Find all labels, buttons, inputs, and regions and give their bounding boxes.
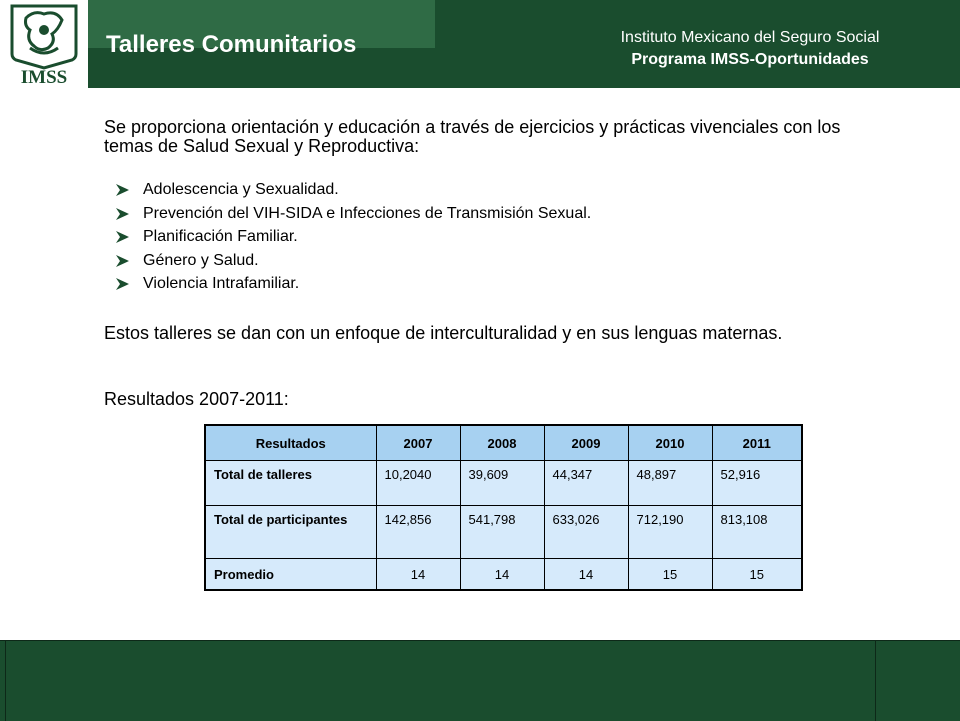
list-item-text: Género y Salud.	[143, 251, 259, 269]
intro-paragraph: Se proporciona orientación y educación a través de ejercicios y prácticas vivenciales con los temas de Salud Sexual y Reproductiva:	[104, 117, 841, 156]
institute-name: Instituto Mexicano del Seguro Social	[620, 29, 880, 46]
table-cell: 10,2040	[376, 461, 460, 506]
list-item	[116, 202, 591, 226]
table-row	[205, 506, 802, 559]
imss-logo	[0, 0, 88, 88]
row-label: Total de participantes	[205, 506, 376, 559]
arrow-bullet-icon	[116, 184, 129, 196]
table-cell: 813,108	[712, 506, 802, 559]
arrow-bullet-icon	[116, 208, 129, 220]
table-cell: 142,856	[376, 506, 460, 559]
table-cell: 14	[376, 559, 460, 591]
page-title: Talleres Comunitarios	[106, 31, 357, 58]
list-item-text: Violencia Intrafamiliar.	[143, 275, 300, 292]
column-header: 2007	[376, 425, 460, 461]
table-row	[205, 559, 802, 591]
table-cell: 541,798	[460, 506, 544, 559]
table-cell: 52,916	[712, 461, 802, 506]
table-cell: 633,026	[544, 506, 628, 559]
table-cell: 712,190	[628, 506, 712, 559]
eagle-emblem-icon	[0, 0, 88, 88]
column-header: 2008	[460, 425, 544, 461]
column-header: 2009	[544, 425, 628, 461]
row-label: Total de talleres	[205, 461, 376, 506]
results-table	[204, 424, 803, 591]
footer-panel	[5, 641, 876, 721]
arrow-bullet-icon	[116, 231, 129, 243]
table-cell: 44,347	[544, 461, 628, 506]
table-cell: 15	[712, 559, 802, 591]
column-header: 2011	[712, 425, 802, 461]
table-cell: 39,609	[460, 461, 544, 506]
table-header-row	[205, 425, 802, 461]
list-item	[116, 272, 591, 296]
list-item	[116, 225, 591, 249]
table-row	[205, 461, 802, 506]
table-cell: 48,897	[628, 461, 712, 506]
logo-text: IMSS	[20, 67, 68, 88]
list-item-text: Prevención del VIH-SIDA e Infecciones de Transmisión Sexual.	[143, 204, 592, 222]
footer-bar	[0, 640, 960, 721]
topic-list	[116, 178, 591, 296]
results-heading: Resultados 2007-2011:	[104, 389, 289, 409]
table-cell: 15	[628, 559, 712, 591]
list-item-text: Planificación Familiar.	[143, 228, 298, 245]
program-name: Programa IMSS-Oportunidades	[631, 51, 869, 68]
list-item	[116, 249, 591, 273]
column-header: 2010	[628, 425, 712, 461]
header-bar	[0, 0, 960, 88]
list-item-text: Adolescencia y Sexualidad.	[143, 181, 339, 198]
list-item	[116, 178, 591, 202]
row-label: Promedio	[205, 559, 376, 591]
column-header: Resultados	[205, 425, 376, 461]
intercultural-note: Estos talleres se dan con un enfoque de interculturalidad y en sus lenguas maternas.	[104, 323, 783, 343]
table-cell: 14	[460, 559, 544, 591]
table-cell: 14	[544, 559, 628, 591]
arrow-bullet-icon	[116, 255, 129, 267]
arrow-bullet-icon	[116, 278, 129, 290]
